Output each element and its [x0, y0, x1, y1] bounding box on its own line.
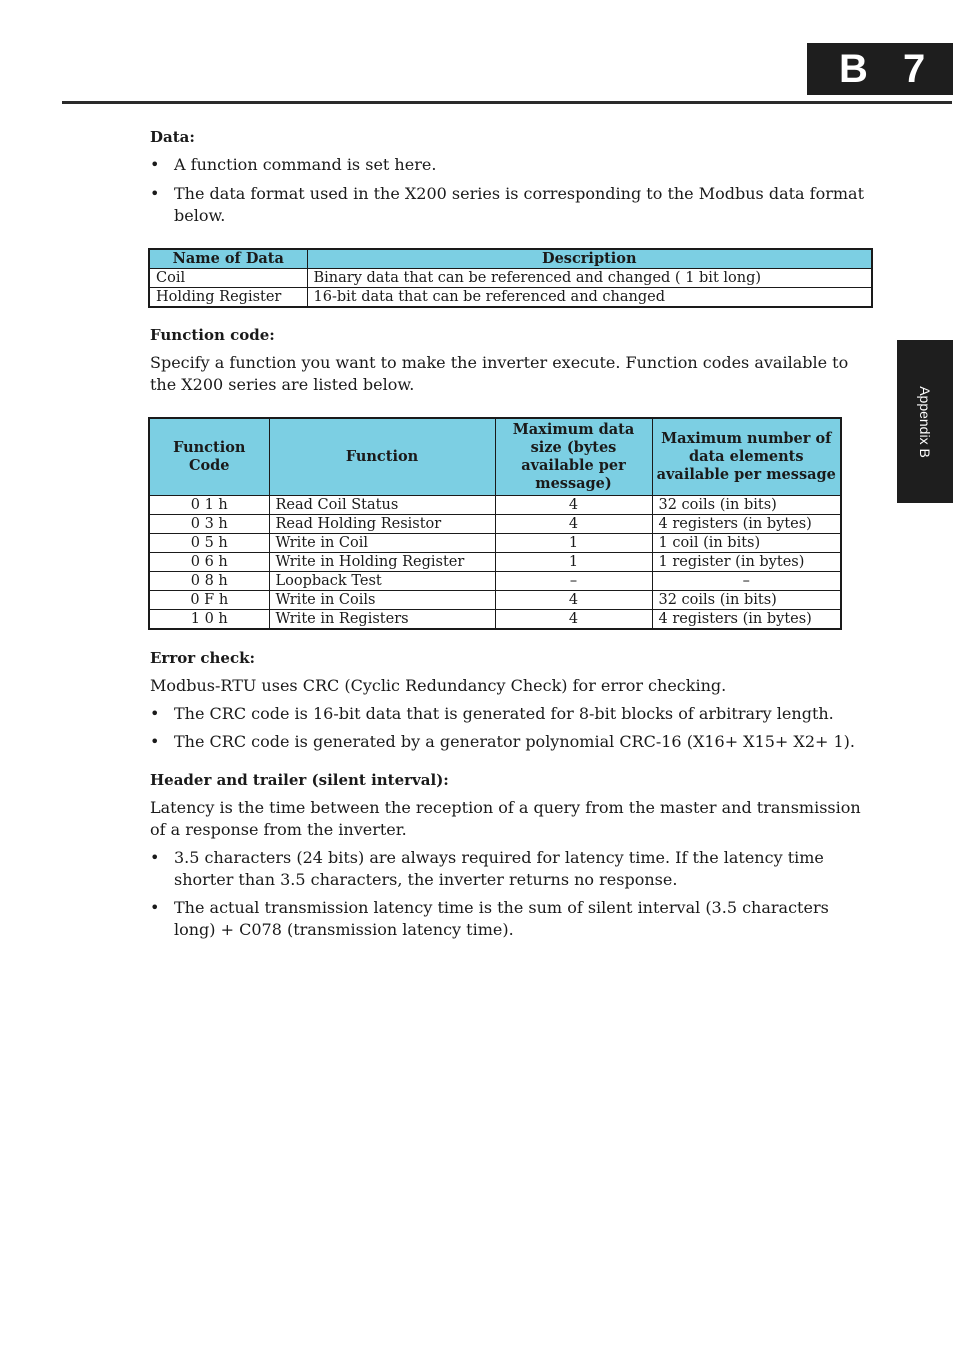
table-row: [149, 269, 872, 288]
column-header: Description: [307, 249, 872, 269]
list-item: • The CRC code is 16-bit data that is generated for 8-bit blocks of arbitrary length.: [150, 703, 875, 725]
table-cell: 1: [495, 553, 652, 572]
data-heading: Data:: [150, 128, 195, 146]
page-number: 7: [903, 47, 926, 91]
data-format-table: [148, 248, 873, 308]
table-header-row: [149, 418, 841, 496]
header-trailer-bullets: [150, 847, 875, 941]
table-cell: 0 F h: [149, 591, 269, 610]
header-trailer-heading: Header and trailer (silent interval):: [150, 771, 449, 789]
table-cell: Loopback Test: [269, 572, 495, 591]
table-cell: 1: [495, 534, 652, 553]
table-cell: 16-bit data that can be referenced and changed: [307, 288, 872, 308]
table-row: [149, 534, 841, 553]
table-cell: 1 coil (in bits): [652, 534, 841, 553]
table-cell: 1 0 h: [149, 610, 269, 630]
appendix-letter: B: [839, 47, 868, 91]
header-rule: [62, 101, 952, 104]
table-cell: Coil: [149, 269, 307, 288]
function-code-paragraph: Specify a function you want to make the inverter execute. Function codes available to the X200 series are listed below.: [150, 353, 849, 394]
table-cell: Write in Holding Register: [269, 553, 495, 572]
table-row: [149, 553, 841, 572]
data-bullets: [150, 154, 875, 227]
list-item: • The data format used in the X200 series is corresponding to the Modbus data format below.: [150, 183, 875, 227]
column-header: Name of Data: [149, 249, 307, 269]
list-item: • A function command is set here.: [150, 154, 875, 176]
table-header-row: [149, 249, 872, 269]
table-row: [149, 610, 841, 630]
side-tab-label: Appendix B: [917, 385, 933, 458]
table-cell: 4 registers (in bytes): [652, 610, 841, 630]
error-check-bullets: [150, 703, 875, 753]
table-cell: 0 5 h: [149, 534, 269, 553]
table-cell: 0 1 h: [149, 496, 269, 515]
table-row: [149, 515, 841, 534]
table-cell: 0 6 h: [149, 553, 269, 572]
table-cell: 4: [495, 591, 652, 610]
table-cell: 32 coils (in bits): [652, 591, 841, 610]
table-cell: 4: [495, 610, 652, 630]
page-badge: [807, 43, 953, 95]
table-row: [149, 496, 841, 515]
table-cell: 4: [495, 496, 652, 515]
table-cell: Write in Coils: [269, 591, 495, 610]
table-cell: Read Holding Resistor: [269, 515, 495, 534]
table-cell: Write in Registers: [269, 610, 495, 630]
table-cell: –: [495, 572, 652, 591]
table-cell: 4 registers (in bytes): [652, 515, 841, 534]
error-check-heading: Error check:: [150, 649, 256, 667]
list-item: • 3.5 characters (24 bits) are always required for latency time. If the latency time shorter than 3.5 characters, the inverter returns no response.: [150, 847, 875, 891]
main-content: [150, 126, 875, 941]
table-row: [149, 572, 841, 591]
table-cell: 32 coils (in bits): [652, 496, 841, 515]
function-code-heading: Function code:: [150, 326, 275, 344]
table-cell: 0 3 h: [149, 515, 269, 534]
column-header: Maximum number of data elements available per message: [652, 418, 841, 496]
list-item: • The CRC code is generated by a generator polynomial CRC-16 (X16+ X15+ X2+ 1).: [150, 731, 875, 753]
function-code-table: [148, 417, 842, 630]
table-cell: Binary data that can be referenced and changed ( 1 bit long): [307, 269, 872, 288]
table-row: [149, 288, 872, 308]
column-header: Function: [269, 418, 495, 496]
column-header: Maximum data size (bytes available per message): [495, 418, 652, 496]
table-cell: –: [652, 572, 841, 591]
table-cell: Read Coil Status: [269, 496, 495, 515]
header-trailer-paragraph: Latency is the time between the reception of a query from the master and transmission of a response from the inverter.: [150, 798, 861, 839]
error-check-paragraph: Modbus-RTU uses CRC (Cyclic Redundancy Check) for error checking.: [150, 676, 727, 695]
table-cell: Write in Coil: [269, 534, 495, 553]
table-cell: 1 register (in bytes): [652, 553, 841, 572]
table-row: [149, 591, 841, 610]
list-item: • The actual transmission latency time is the sum of silent interval (3.5 characters long) + C078 (transmission latency time).: [150, 897, 875, 941]
table-cell: 0 8 h: [149, 572, 269, 591]
table-cell: Holding Register: [149, 288, 307, 308]
side-tab: [897, 340, 953, 503]
table-cell: 4: [495, 515, 652, 534]
column-header: Function Code: [149, 418, 269, 496]
